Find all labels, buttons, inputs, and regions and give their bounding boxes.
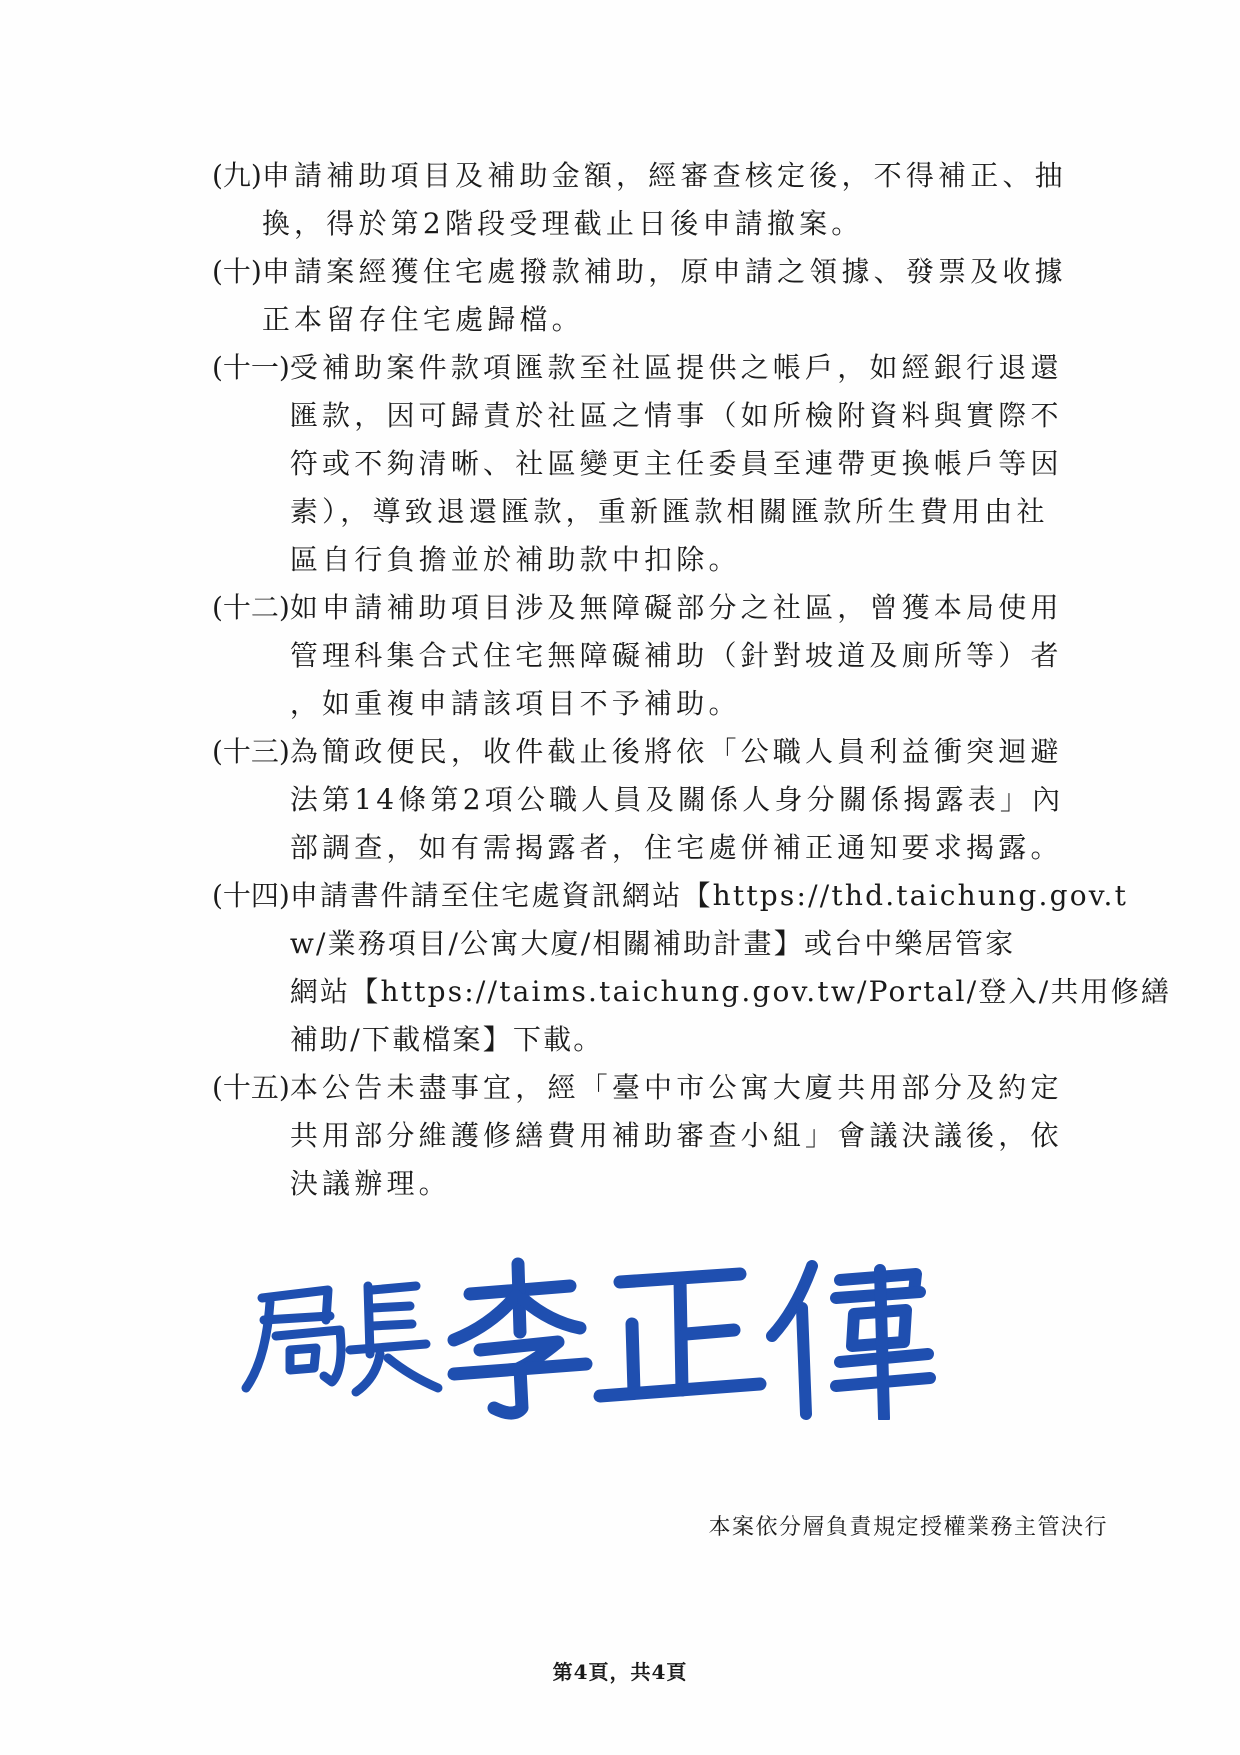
item-label: (十): [212, 255, 262, 288]
item-line: 管理科集合式住宅無障礙補助（針對坡道及廁所等）者: [289, 639, 1063, 672]
item-line: 正本留存住宅處歸檔。: [261, 303, 584, 336]
item-12: [212, 584, 1112, 728]
item-line: w/業務項目/公寓大廈/相關補助計畫】或台中樂居管家: [289, 927, 1016, 960]
item-13: [212, 728, 1112, 872]
item-line: 部調查，如有需揭露者，住宅處併補正通知要求揭露。: [289, 831, 1063, 864]
item-line: 共用部分維護修繕費用補助審查小組」會議決議後，依: [289, 1119, 1063, 1152]
item-line: ，如重複申請該項目不予補助。: [289, 687, 741, 720]
item-line: 如申請補助項目涉及無障礙部分之社區，曾獲本局使用: [289, 591, 1063, 624]
item-11: [212, 344, 1112, 584]
item-line: 申請書件請至住宅處資訊網站【https://thd.taichung.gov.t: [289, 879, 1129, 912]
item-14: [212, 872, 1172, 1064]
delegation-note: 本案依分層負責規定授權業務主管決行: [708, 1515, 1108, 1540]
item-label: (十一): [212, 351, 290, 384]
item-line: 匯款，因可歸責於社區之情事（如所檢附資料與實際不: [289, 399, 1063, 432]
item-label: (十三): [212, 735, 290, 768]
item-label: (九): [212, 159, 262, 192]
item-9: [212, 152, 1112, 248]
item-line: 申請案經獲住宅處撥款補助，原申請之領據、發票及收據: [261, 255, 1067, 288]
item-line: 區自行負擔並於補助款中扣除。: [289, 543, 741, 576]
page-number: 第4頁，共4頁: [552, 1660, 688, 1684]
item-line: 符或不夠清晰、社區變更主任委員至連帶更換帳戶等因: [289, 447, 1063, 480]
item-label: (十五): [212, 1071, 290, 1104]
item-10: [212, 248, 1112, 344]
item-line: 本公告未盡事宜，經「臺中市公寓大廈共用部分及約定: [289, 1071, 1063, 1104]
item-line: 申請補助項目及補助金額，經審查核定後，不得補正、抽: [261, 159, 1067, 192]
announcement-items: [212, 152, 1172, 1208]
director-signature: [240, 1250, 940, 1420]
item-line: 為簡政便民，收件截止後將依「公職人員利益衝突迴避: [289, 735, 1063, 768]
item-line: 換，得於第2階段受理截止日後申請撤案。: [261, 207, 864, 240]
signature-stamp-icon: [240, 1250, 940, 1420]
item-line: 受補助案件款項匯款至社區提供之帳戶，如經銀行退還: [289, 351, 1063, 384]
item-label: (十四): [212, 879, 290, 912]
item-line: 補助/下載檔案】下載。: [289, 1023, 604, 1056]
item-line: 素），導致退還匯款，重新匯款相關匯款所生費用由社: [289, 495, 1049, 528]
item-line: 網站【https://taims.taichung.gov.tw/Portal/登入/共用修繕: [289, 975, 1172, 1008]
item-line: 法第14條第2項公職人員及關係人身分關係揭露表」內: [289, 783, 1065, 816]
item-line: 決議辦理。: [289, 1167, 451, 1200]
item-label: (十二): [212, 591, 290, 624]
item-15: [212, 1064, 1112, 1208]
